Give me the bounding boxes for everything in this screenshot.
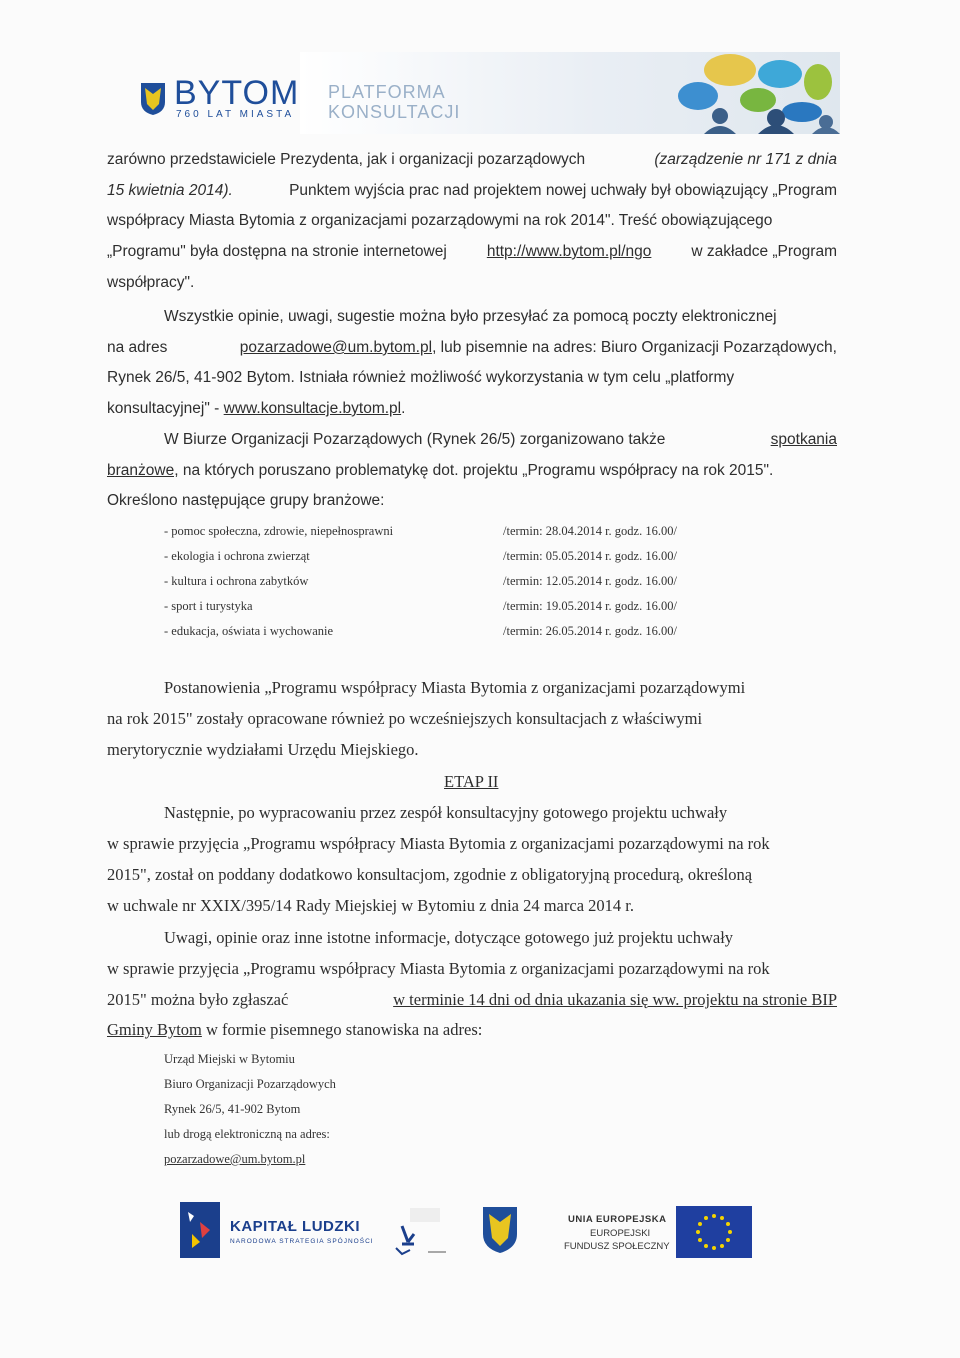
bip-link-cont[interactable]: Gminy Bytom bbox=[107, 1020, 202, 1039]
p4-line-2: na rok 2015" zostały opracowane również po wcześniejszych konsultacjach z właściwymi bbox=[107, 709, 703, 728]
text-run: na adres bbox=[107, 339, 168, 356]
text-run: „Programu" była dostępna na stronie internetowej bbox=[107, 243, 447, 260]
bip-link[interactable]: w terminie 14 dni od dnia ukazania się ww. projektu na stronie BIP bbox=[393, 990, 837, 1009]
text-run: . bbox=[401, 400, 406, 417]
p3-line-2 bbox=[107, 461, 837, 481]
p5-line-4: w uchwale nr XXIX/395/14 Rady Miejskiej w Bytomiu z dnia 24 marca 2014 r. bbox=[107, 896, 634, 915]
group-date: /termin: 12.05.2014 r. godz. 16.00/ bbox=[503, 574, 677, 588]
p6-line-1: Uwagi, opinie oraz inne istotne informacje, dotyczące gotowego już projektu uchwały bbox=[164, 928, 734, 947]
eu-fund-line2: FUNDUSZ SPOŁECZNY bbox=[564, 1241, 670, 1252]
p4-line-3: merytorycznie wydziałami Urzędu Miejskiego. bbox=[107, 740, 419, 759]
platform-title-line1: PLATFORMA bbox=[328, 82, 446, 102]
p3-line-1 bbox=[107, 430, 837, 450]
group-date: /termin: 19.05.2014 r. godz. 16.00/ bbox=[503, 599, 677, 613]
p6-line-3 bbox=[107, 990, 837, 1010]
eu-flag-icon bbox=[676, 1206, 752, 1258]
address-line-3: Rynek 26/5, 41-902 Bytom bbox=[164, 1102, 301, 1116]
meetings-link[interactable]: spotkania bbox=[770, 431, 837, 448]
kapital-ludzki-logo-icon bbox=[180, 1202, 220, 1258]
etap-heading: ETAP II bbox=[444, 772, 499, 791]
kapital-ludzki-title: KAPITAŁ LUDZKI bbox=[230, 1218, 361, 1235]
p6-line-4 bbox=[107, 1020, 837, 1040]
email-link[interactable]: pozarzadowe@um.bytom.pl bbox=[239, 339, 433, 356]
p1-line-5: współpracy". bbox=[107, 274, 195, 291]
logo-subtitle: 760 LAT MIASTA bbox=[176, 109, 295, 120]
text-run: na których poruszano problematykę dot. projektu „Programu współpracy na rok 2015". bbox=[182, 462, 774, 479]
p6-line-2: w sprawie przyjęcia „Programu współpracy Miasta Bytomia z organizacjami pozarządowymi na rok bbox=[107, 959, 770, 978]
p4-line-1: Postanowienia „Programu współpracy Miasta Bytomia z organizacjami pozarządowymi bbox=[164, 678, 746, 697]
p2-line-1: Wszystkie opinie, uwagi, sugestie można było przesyłać za pomocą poczty elektronicznej bbox=[164, 308, 777, 325]
text-run: 2015" można było zgłaszać bbox=[107, 990, 289, 1009]
text-run: w formie pisemnego stanowiska na adres: bbox=[206, 1020, 483, 1039]
kapital-ludzki-subtitle: NARODOWA STRATEGIA SPÓJNOŚCI bbox=[230, 1238, 374, 1245]
p3-line-3: Określono następujące grupy branżowe: bbox=[107, 492, 385, 509]
text-run: , lub pisemnie na adres: Biuro Organizacji Pozarządowych, bbox=[432, 339, 837, 356]
header-banner bbox=[100, 52, 840, 134]
p2-line-3: Rynek 26/5, 41-902 Bytom. Istniała również możliwość wykorzystania w tym celu „platformy bbox=[107, 369, 735, 386]
address-line-2: Biuro Organizacji Pozarządowych bbox=[164, 1077, 336, 1091]
logo-wordmark: BYTOM bbox=[174, 74, 300, 112]
p5-line-3: 2015", został on poddany dodatkowo konsultacjom, zgodnie z obligatoryjną procedurą, określoną bbox=[107, 865, 753, 884]
eu-title: UNIA EUROPEJSKA bbox=[568, 1214, 667, 1225]
footer-logos bbox=[180, 1198, 760, 1268]
address-line-4: lub drogą elektroniczną na adres: bbox=[164, 1127, 330, 1141]
p1-line-4 bbox=[107, 242, 837, 262]
p2-line-4 bbox=[107, 399, 837, 419]
text-run: zarówno przedstawiciele Prezydenta, jak i organizacji pozarządowych bbox=[107, 151, 586, 168]
group-date: /termin: 28.04.2014 r. godz. 16.00/ bbox=[503, 524, 677, 538]
text-run-italic: 15 kwietnia 2014). bbox=[107, 182, 233, 199]
group-name: - kultura i ochrona zabytków bbox=[164, 574, 309, 588]
p5-line-1: Następnie, po wypracowaniu przez zespół konsultacyjny gotowego projektu uchwały bbox=[164, 803, 728, 822]
address-line-1: Urząd Miejski w Bytomiu bbox=[164, 1052, 295, 1066]
p1-line-1 bbox=[107, 150, 837, 170]
platform-link[interactable]: www.konsultacje.bytom.pl bbox=[223, 400, 402, 417]
foundation-logo-icon bbox=[392, 1204, 448, 1258]
p1-line-2 bbox=[107, 181, 837, 201]
group-name: - ekologia i ochrona zwierząt bbox=[164, 549, 310, 563]
platform-title-line2: KONSULTACJI bbox=[328, 102, 461, 122]
group-name: - pomoc społeczna, zdrowie, niepełnosprawni bbox=[164, 524, 394, 538]
speech-bubbles-icon bbox=[580, 52, 840, 134]
text-run: Punktem wyjścia prac nad projektem nowej uchwały był obowiązujący „Program bbox=[289, 182, 837, 199]
eu-fund-line1: EUROPEJSKI bbox=[590, 1228, 651, 1239]
meetings-link-cont[interactable]: branżowe, bbox=[107, 462, 179, 479]
text-run-italic: (zarządzenie nr 171 z dnia bbox=[654, 151, 837, 168]
p1-line-3: współpracy Miasta Bytomia z organizacjami pozarządowymi na rok 2014". Treść obowiązującego bbox=[107, 212, 773, 229]
p5-line-2: w sprawie przyjęcia „Programu współpracy Miasta Bytomia z organizacjami pozarządowymi na rok bbox=[107, 834, 770, 853]
bytom-crest-icon bbox=[140, 82, 166, 116]
group-date: /termin: 26.05.2014 r. godz. 16.00/ bbox=[503, 624, 677, 638]
group-name: - sport i turystyka bbox=[164, 599, 253, 613]
ngo-link[interactable]: http://www.bytom.pl/ngo bbox=[486, 243, 652, 260]
address-email-link[interactable]: pozarzadowe@um.bytom.pl bbox=[164, 1152, 306, 1166]
p2-line-2 bbox=[107, 338, 837, 358]
text-run: konsultacyjnej" - bbox=[107, 400, 220, 417]
bytom-crest-footer-icon bbox=[482, 1206, 518, 1254]
group-date: /termin: 05.05.2014 r. godz. 16.00/ bbox=[503, 549, 677, 563]
group-name: - edukacja, oświata i wychowanie bbox=[164, 624, 334, 638]
text-run: W Biurze Organizacji Pozarządowych (Rynek 26/5) zorganizowano także bbox=[164, 431, 666, 448]
text-run: w zakładce „Program bbox=[691, 243, 837, 260]
